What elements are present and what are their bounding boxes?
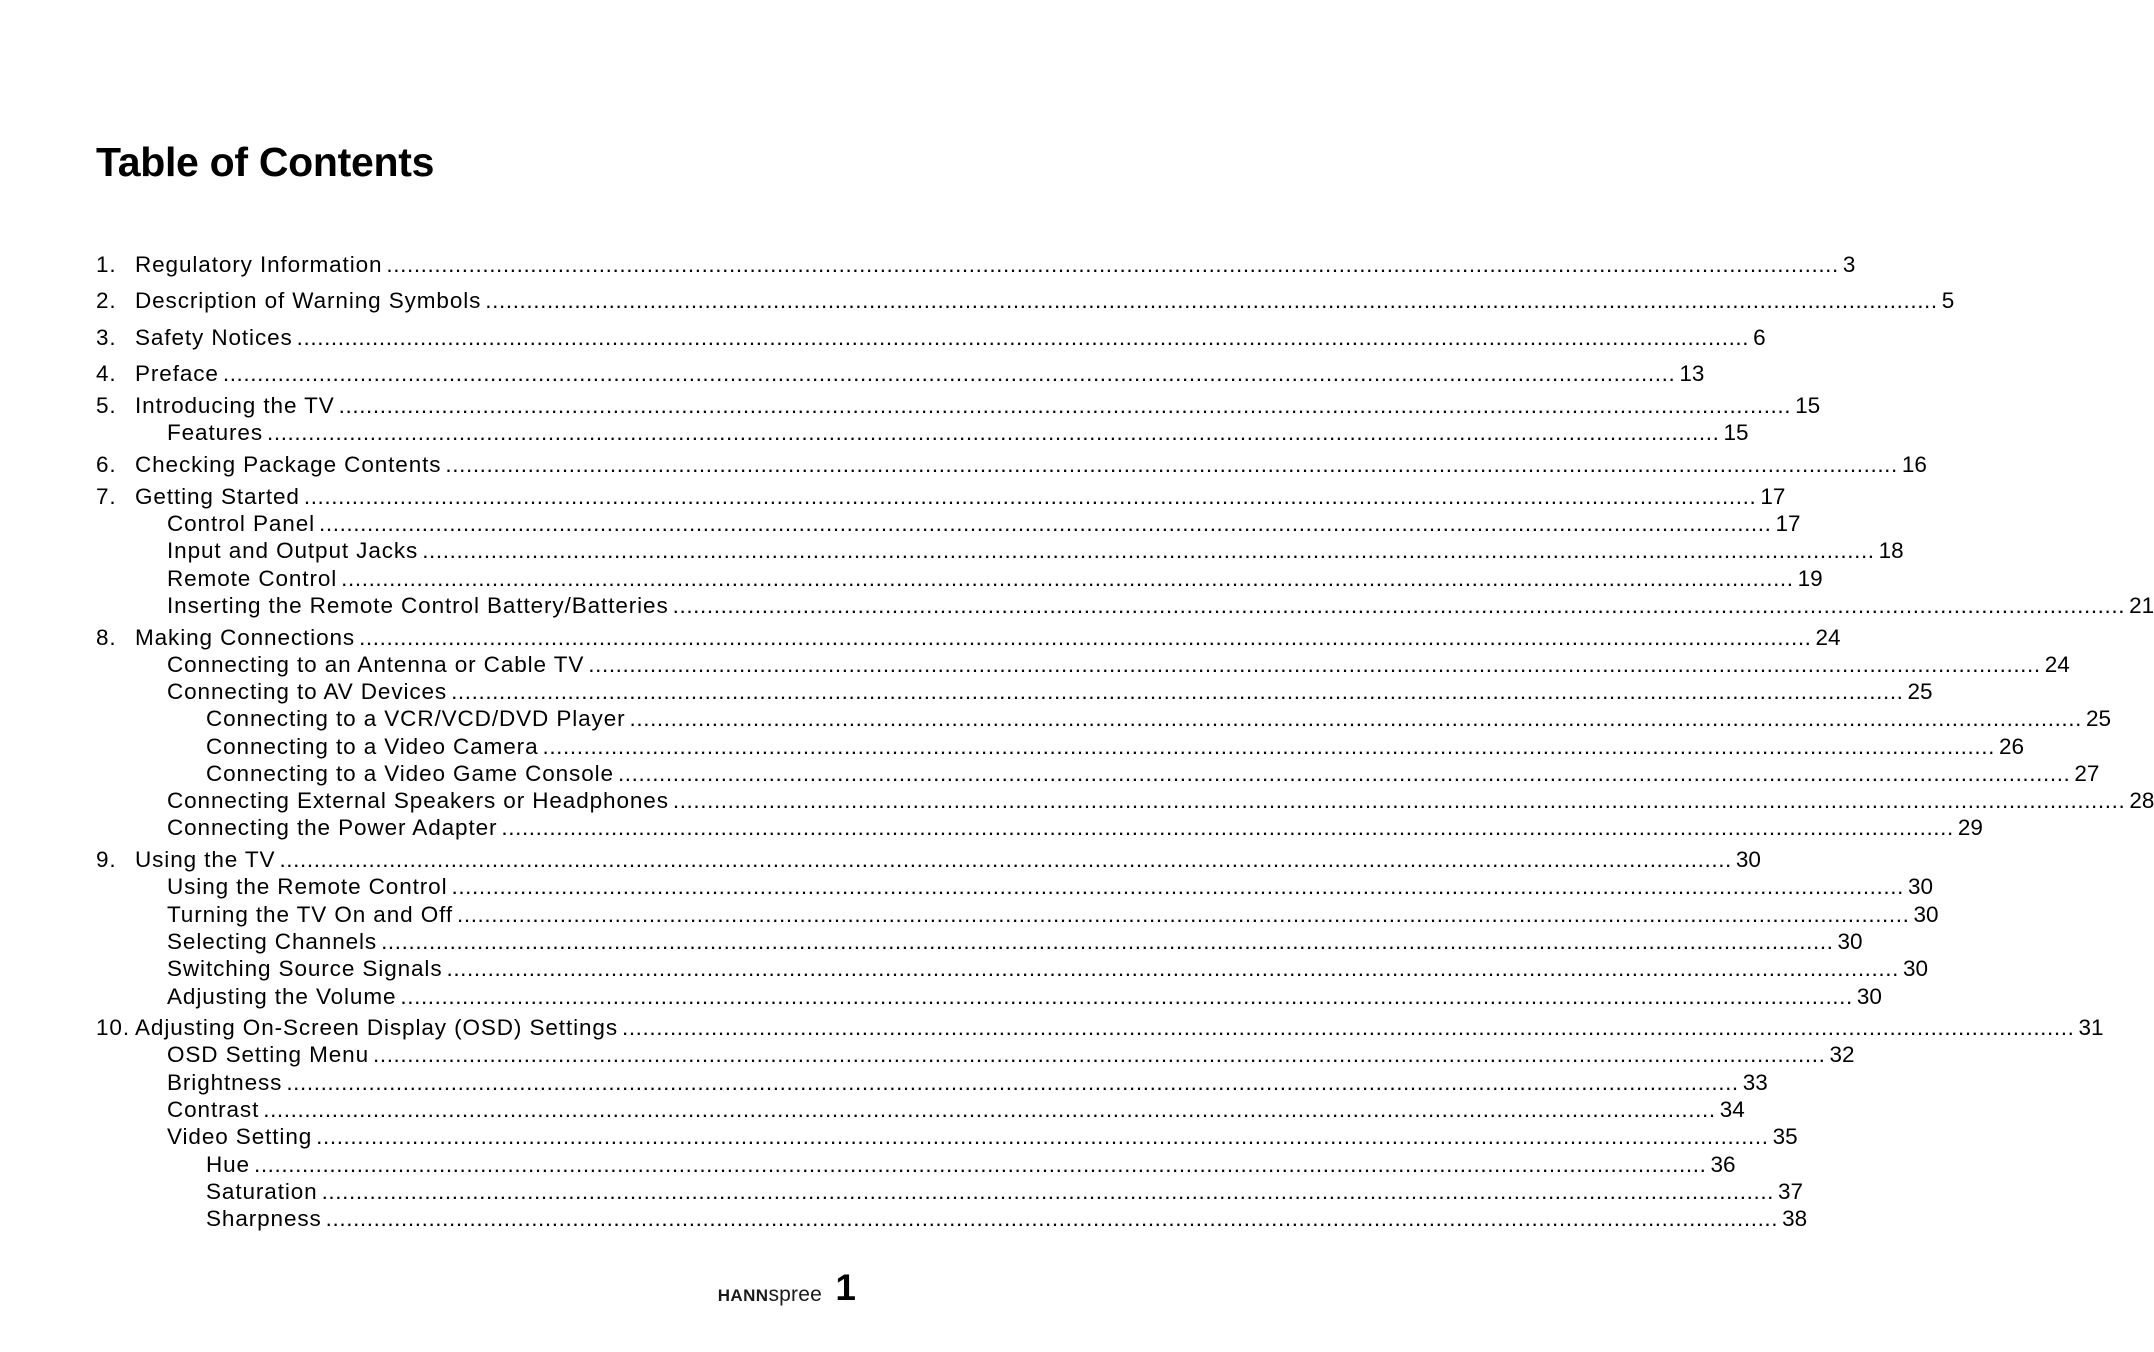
- toc-dot-leader: ....................................................................................................................................................................................................................: [501, 815, 1954, 840]
- toc-entry-number: 7.: [96, 484, 117, 509]
- page-title: Table of Contents: [96, 139, 435, 185]
- toc-entry-page: 13: [1679, 361, 1705, 386]
- toc-entry-page: 36: [1710, 1152, 1736, 1177]
- toc-entry-label: Introducing the TV: [135, 393, 335, 418]
- toc-dot-leader: ....................................................................................................................................................................................................................: [617, 761, 2071, 786]
- toc-entry: [206, 733, 2024, 761]
- toc-entry-label: Switching Source Signals: [167, 956, 443, 981]
- toc-dot-leader: ....................................................................................................................................................................................................................: [629, 706, 2082, 731]
- toc-entry: [206, 1178, 1804, 1206]
- toc-entry: [167, 510, 1801, 538]
- toc-dot-leader: ....................................................................................................................................................................................................................: [400, 984, 1853, 1009]
- toc-entry-page: 34: [1719, 1097, 1745, 1122]
- toc-dot-leader: ....................................................................................................................................................................................................................: [381, 929, 1834, 954]
- toc-entry: [96, 324, 1766, 352]
- toc-entry-page: 30: [1837, 929, 1863, 954]
- toc-entry-number: 2.: [96, 288, 117, 313]
- brand-logo: [718, 1283, 822, 1308]
- toc-entry: [167, 1069, 1768, 1097]
- toc-dot-leader: ....................................................................................................................................................................................................................: [222, 361, 1676, 386]
- toc-entry-label: Connecting to a VCR/VCD/DVD Player: [206, 706, 626, 731]
- toc-entry-page: 27: [2074, 761, 2100, 786]
- toc-entry-page: 17: [1775, 511, 1801, 536]
- toc-dot-leader: ....................................................................................................................................................................................................................: [325, 1206, 1779, 1231]
- toc-dot-leader: ....................................................................................................................................................................................................................: [316, 1124, 1769, 1149]
- toc-entry-page: 16: [1901, 452, 1927, 477]
- toc-entry: [167, 1096, 1745, 1124]
- toc-entry-page: 18: [1878, 538, 1904, 563]
- toc-entry-page: 25: [1907, 679, 1933, 704]
- toc-entry-page: 30: [1735, 847, 1761, 872]
- toc-entry: [167, 814, 1983, 842]
- toc-entry: [167, 928, 1863, 956]
- toc-entry-number: 5.: [96, 393, 117, 418]
- toc-entry-label: Brightness: [167, 1070, 283, 1095]
- toc-entry-page: 30: [1856, 984, 1882, 1009]
- toc-entry: [167, 1041, 1855, 1069]
- toc-dot-leader: ....................................................................................................................................................................................................................: [319, 511, 1772, 536]
- toc-entry-label: OSD Setting Menu: [167, 1042, 369, 1067]
- toc-entry-number: 9.: [96, 847, 117, 872]
- toc-dot-leader: ....................................................................................................................................................................................................................: [422, 538, 1875, 563]
- toc-dot-leader: ....................................................................................................................................................................................................................: [296, 325, 1750, 350]
- toc-dot-leader: ....................................................................................................................................................................................................................: [542, 734, 1995, 759]
- toc-dot-leader: ....................................................................................................................................................................................................................: [253, 1152, 1707, 1177]
- toc-entry-page: 30: [1902, 956, 1928, 981]
- toc-entry: [206, 1151, 1736, 1179]
- toc-dot-leader: ....................................................................................................................................................................................................................: [451, 874, 1904, 899]
- toc-entry-label: Connecting to AV Devices: [167, 679, 448, 704]
- toc-entry-number: 6.: [96, 452, 117, 477]
- toc-entry-label: Using the Remote Control: [167, 874, 448, 899]
- toc-entry: [167, 419, 1749, 447]
- toc-dot-leader: ....................................................................................................................................................................................................................: [457, 902, 1910, 927]
- toc-entry-page: 29: [1957, 815, 1983, 840]
- toc-entry: [167, 901, 1939, 929]
- toc-dot-leader: ....................................................................................................................................................................................................................: [446, 956, 1899, 981]
- toc-entry-label: Saturation: [206, 1179, 318, 1204]
- toc-entry-label: Hue: [206, 1152, 250, 1177]
- toc-entry-page: 32: [1829, 1042, 1855, 1067]
- toc-entry-page: 21: [2129, 593, 2154, 618]
- toc-entry-label: Connecting to a Video Camera: [206, 734, 539, 759]
- toc-entry-label: Safety Notices: [135, 325, 293, 350]
- page-number: 1: [835, 1267, 856, 1308]
- toc-dot-leader: ....................................................................................................................................................................................................................: [386, 252, 1839, 277]
- toc-dot-leader: ....................................................................................................................................................................................................................: [445, 452, 1898, 477]
- toc-dot-leader: ....................................................................................................................................................................................................................: [338, 393, 1792, 418]
- toc-dot-leader: ....................................................................................................................................................................................................................: [341, 566, 1794, 591]
- toc-entry: [167, 678, 1933, 706]
- toc-entry-label: Remote Control: [167, 566, 338, 591]
- toc-entry-page: 25: [2085, 706, 2112, 731]
- toc-entry-label: Description of Warning Symbols: [135, 288, 482, 313]
- toc-entry-number: 4.: [96, 361, 117, 386]
- toc-entry-page: 35: [1772, 1124, 1798, 1149]
- toc-entry-label: Connecting to a Video Game Console: [206, 761, 614, 786]
- toc-dot-leader: ....................................................................................................................................................................................................................: [485, 288, 1938, 313]
- toc-dot-leader: ....................................................................................................................................................................................................................: [588, 652, 2041, 677]
- toc-entry-page: 15: [1723, 420, 1749, 445]
- toc-entry: [96, 846, 1761, 874]
- toc-entry: [206, 705, 2112, 733]
- brand-logo-light: spree: [768, 1283, 822, 1306]
- toc-entry: [206, 760, 2100, 788]
- toc-entry: [167, 537, 1904, 565]
- toc-entry-label: Inserting the Remote Control Battery/Batteries: [167, 593, 669, 618]
- toc-entry-label: Preface: [135, 361, 219, 386]
- toc-entry-label: Selecting Channels: [167, 929, 378, 954]
- toc-dot-leader: ....................................................................................................................................................................................................................: [672, 788, 2126, 813]
- toc-entry-page: 17: [1760, 484, 1786, 509]
- toc-entry: [167, 651, 2070, 679]
- toc-entry-page: 30: [1913, 902, 1939, 927]
- toc-dot-leader: ....................................................................................................................................................................................................................: [267, 420, 1720, 445]
- toc-entry-label: Sharpness: [206, 1206, 322, 1231]
- toc-entry-label: Adjusting On-Screen Display (OSD) Settings: [135, 1015, 618, 1040]
- toc-entry-label: Adjusting the Volume: [167, 984, 397, 1009]
- toc-dot-leader: ....................................................................................................................................................................................................................: [321, 1179, 1775, 1204]
- toc-entry: [96, 287, 1955, 315]
- toc-entry-label: Using the TV: [135, 847, 276, 872]
- toc-entry-page: 5: [1941, 288, 1955, 313]
- toc-entry: [96, 1014, 2104, 1042]
- toc-entry: [96, 360, 1705, 388]
- toc-entry: [96, 392, 1821, 420]
- toc-dot-leader: ....................................................................................................................................................................................................................: [373, 1042, 1826, 1067]
- toc-entry-page: 24: [1815, 625, 1841, 650]
- toc-entry-label: Features: [167, 420, 263, 445]
- toc-entry-page: 6: [1753, 325, 1766, 350]
- toc-entry-page: 24: [2044, 652, 2070, 677]
- toc-dot-leader: ....................................................................................................................................................................................................................: [359, 625, 1812, 650]
- toc-dot-leader: ....................................................................................................................................................................................................................: [286, 1070, 1739, 1095]
- toc-entry-page: 31: [2078, 1015, 2104, 1040]
- toc-entry-label: Control Panel: [167, 511, 316, 536]
- toc-entry-label: Turning the TV On and Off: [167, 902, 453, 927]
- toc-entry-number: 3.: [96, 325, 117, 350]
- toc-entry-page: 15: [1795, 393, 1821, 418]
- toc-entry: [167, 787, 2154, 815]
- toc-entry: [96, 624, 1841, 652]
- toc-entry: [96, 251, 1856, 279]
- toc-dot-leader: ....................................................................................................................................................................................................................: [303, 484, 1757, 509]
- toc-entry: [96, 451, 1927, 479]
- toc-entry-label: Connecting to an Antenna or Cable TV: [167, 652, 585, 677]
- toc-entry-number: 10.: [96, 1015, 130, 1040]
- toc-entry-page: 33: [1742, 1070, 1768, 1095]
- toc-entry-page: 30: [1907, 874, 1933, 899]
- toc-entry: [167, 983, 1882, 1011]
- brand-logo-strong: HANN: [717, 1286, 769, 1305]
- toc-entry-label: Video Setting: [167, 1124, 313, 1149]
- toc-entry-label: Regulatory Information: [135, 252, 383, 277]
- toc-entry-label: Input and Output Jacks: [167, 538, 419, 563]
- toc-entry-page: 38: [1782, 1206, 1808, 1231]
- toc-entry: [206, 1205, 1808, 1233]
- toc-entry: [167, 1123, 1798, 1151]
- toc-entry-label: Connecting the Power Adapter: [167, 815, 498, 840]
- toc-entry-label: Making Connections: [135, 625, 356, 650]
- toc-entry: [167, 873, 1933, 901]
- toc-entry: [96, 483, 1786, 511]
- toc-entry: [167, 592, 2154, 620]
- toc-entry-page: 19: [1797, 566, 1823, 591]
- toc-dot-leader: ....................................................................................................................................................................................................................: [451, 679, 1904, 704]
- toc-entry-page: 37: [1778, 1179, 1804, 1204]
- toc-dot-leader: ....................................................................................................................................................................................................................: [621, 1015, 2075, 1040]
- toc-dot-leader: ....................................................................................................................................................................................................................: [263, 1097, 1716, 1122]
- toc-entry: [167, 955, 1928, 983]
- toc-entry-label: Contrast: [167, 1097, 260, 1122]
- toc-entry-page: 26: [1998, 734, 2024, 759]
- toc-entry-label: Connecting External Speakers or Headphones: [167, 788, 669, 813]
- toc-entry-page: 3: [1842, 252, 1856, 277]
- toc-entry-number: 8.: [96, 625, 117, 650]
- toc-entry: [167, 565, 1823, 593]
- toc-dot-leader: ....................................................................................................................................................................................................................: [672, 593, 2126, 618]
- toc-dot-leader: ....................................................................................................................................................................................................................: [279, 847, 1732, 872]
- toc-entry-number: 1.: [96, 252, 117, 277]
- toc-entry-label: Checking Package Contents: [135, 452, 442, 477]
- toc-entry-label: Getting Started: [135, 484, 300, 509]
- toc-entry-page: 28: [2129, 788, 2154, 813]
